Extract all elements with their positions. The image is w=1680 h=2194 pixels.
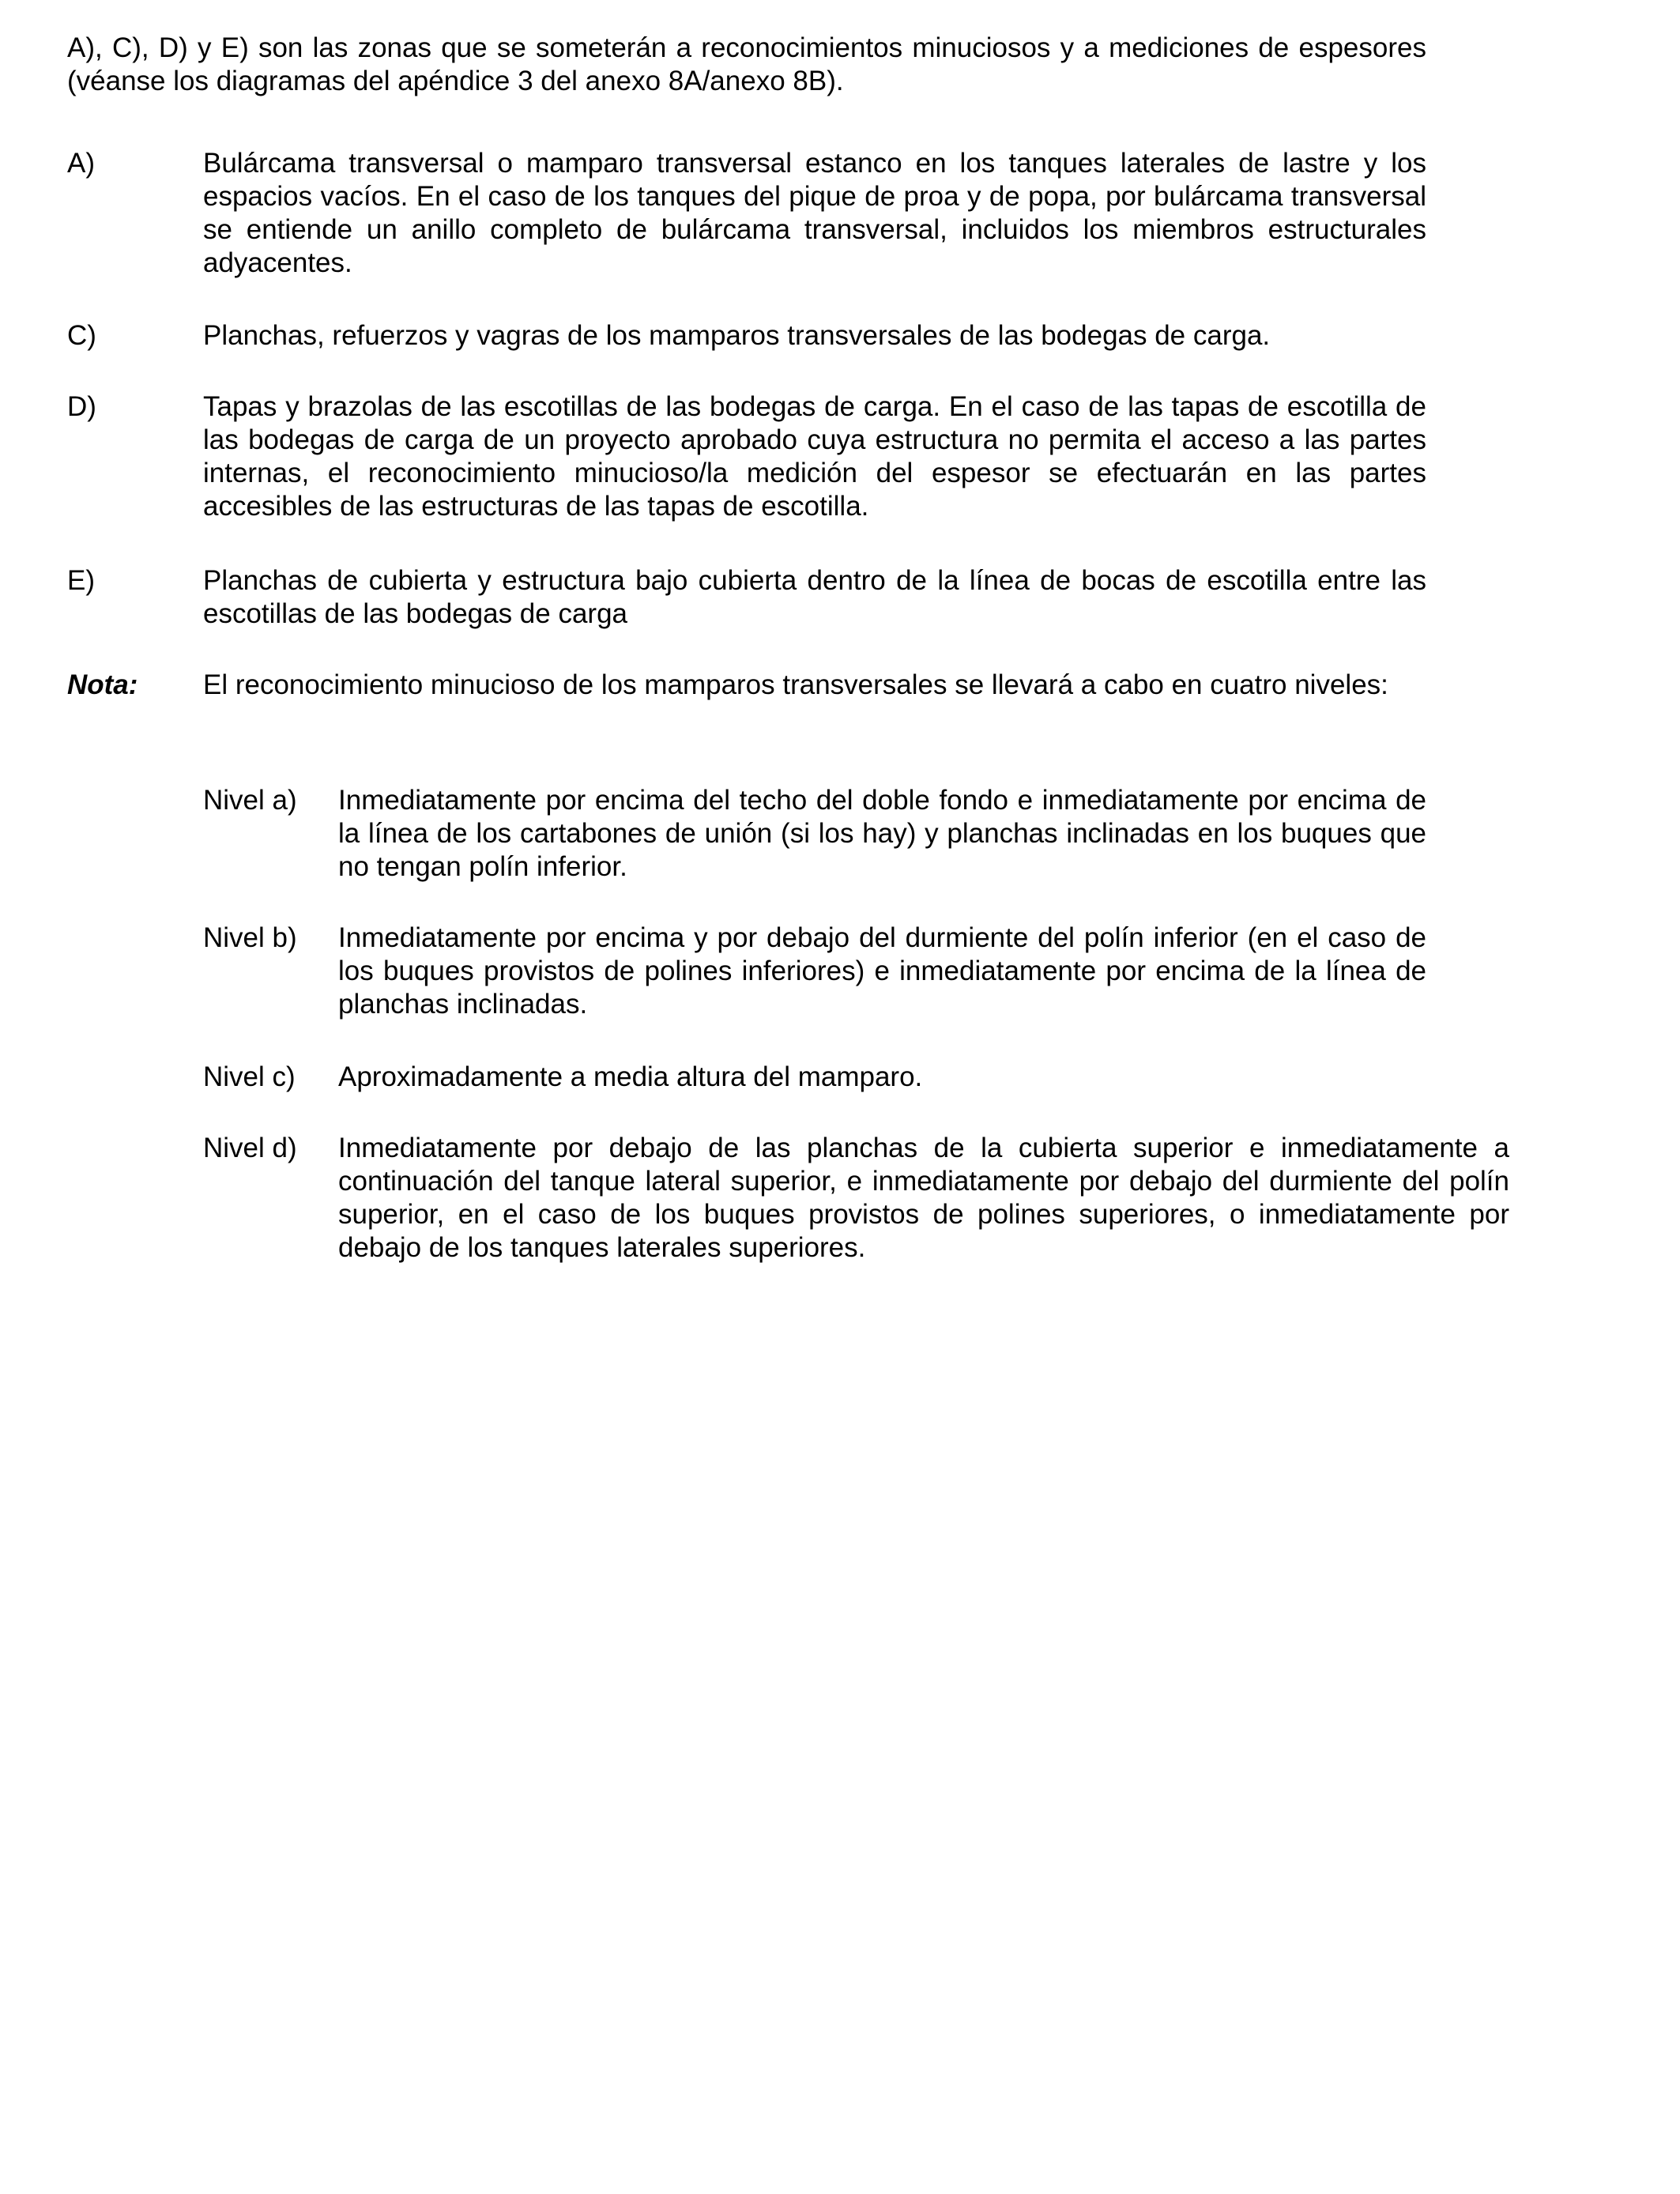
item-c-label: C) [67,320,96,351]
item-a-label: A) [67,148,95,179]
item-d-label: D) [67,391,96,422]
intro-paragraph: A), C), D) y E) son las zonas que se someterán a reconocimientos minuciosos y a mediciones de espesores (véanse los diagramas del apéndice 3 del anexo 8A/anexo 8B). [67,32,1426,96]
nota-label: Nota: [67,669,138,700]
item-c-text: Planchas, refuerzos y vagras de los mamparos transversales de las bodegas de carga. [203,320,1271,351]
nota-text: El reconocimiento minucioso de los mamparos transversales se llevará a cabo en cuatro niveles: [203,669,1388,700]
level-a-text: Inmediatamente por encima del techo del doble fondo e inmediatamente por encima de la línea de los cartabones de unión (si los hay) y planchas inclinadas en los buques que no tengan polín inferior. [338,785,1426,882]
level-d-label: Nivel d) [203,1133,297,1163]
level-c-label: Nivel c) [203,1061,296,1092]
item-e-text: Planchas de cubierta y estructura bajo cubierta dentro de la línea de bocas de escotilla entre las escotillas de las bodegas de carga [203,565,1426,629]
item-e-label: E) [67,565,95,596]
level-d-text: Inmediatamente por debajo de las planchas de la cubierta superior e inmediatamente a continuación del tanque lateral superior, e inmediatamente por debajo del durmiente del polín superior, en el caso de los buques provistos de polines superiores, o inmediatamente por debajo de los tanques laterales superiores. [338,1133,1509,1263]
item-a-text: Bulárcama transversal o mamparo transversal estanco en los tanques laterales de lastre y los espacios vacíos. En el caso de los tanques del pique de proa y de popa, por bulárcama transversal se entiende un anillo completo de bulárcama transversal, incluidos los miembros estructurales adyacentes. [203,148,1426,278]
level-a-label: Nivel a) [203,785,297,816]
level-b-label: Nivel b) [203,922,297,953]
level-b-text: Inmediatamente por encima y por debajo del durmiente del polín inferior (en el caso de los buques provistos de polines inferiores) e inmediatamente por encima de la línea de planchas inclinadas. [338,922,1426,1020]
item-d-text: Tapas y brazolas de las escotillas de las bodegas de carga. En el caso de las tapas de escotilla de las bodegas de carga de un proyecto aprobado cuya estructura no permita el acceso a las partes internas, el reconocimiento minucioso/la medición del espesor se efectuarán en las partes accesibles de las estructuras de las tapas de escotilla. [203,391,1426,522]
level-c-text: Aproximadamente a media altura del mamparo. [338,1061,923,1092]
